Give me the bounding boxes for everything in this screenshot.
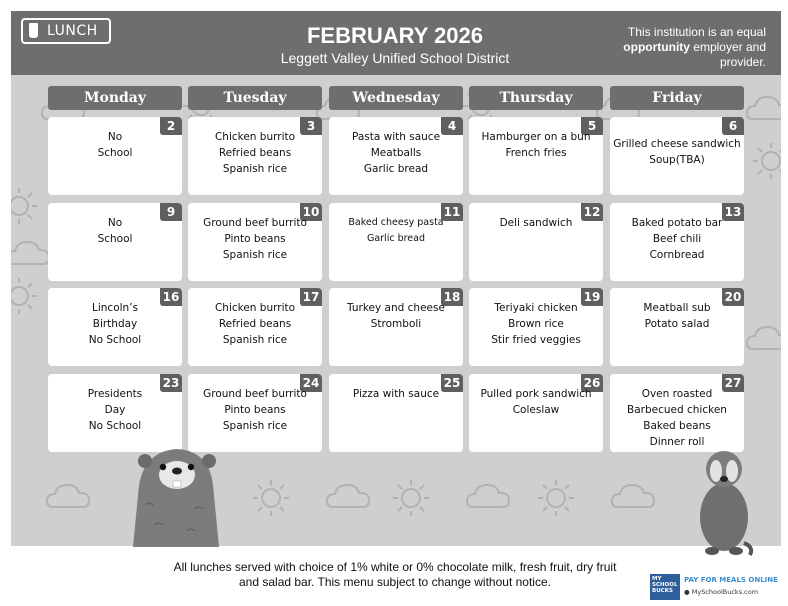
menu-item: Day [104, 404, 126, 416]
menu-item: No [107, 217, 123, 229]
myschoolbucks-url[interactable]: ● MySchoolBucks.com [684, 588, 759, 596]
page-title: FEBRUARY 2026 [306, 23, 484, 48]
day-cell-monday [48, 117, 182, 195]
day-header-wednesday: Wednesday [329, 86, 463, 110]
menu-item: Coleslaw [512, 404, 560, 416]
menu-items [329, 300, 463, 332]
menu-item: Refried beans [218, 147, 292, 159]
day-cell-monday [48, 203, 182, 281]
menu-items [188, 129, 322, 177]
menu-item: Pulled pork sandwich [480, 388, 592, 400]
date-number: 13 [722, 203, 744, 221]
menu-item: Grilled cheese sandwich [613, 138, 741, 150]
menu-item: Turkey and cheese [347, 302, 445, 314]
menu-item: Presidents [87, 388, 143, 400]
menu-item: Chicken burrito [214, 131, 296, 143]
day-cell-friday [610, 288, 744, 366]
menu-items [469, 215, 603, 231]
menu-items [188, 215, 322, 263]
day-cell-thursday [469, 374, 603, 452]
menu-item: Beef chili [652, 233, 702, 245]
date-number: 5 [581, 117, 603, 135]
menu-item: Pizza with sauce [352, 388, 440, 400]
footnote-line-2: and salad bar. This menu subject to change without notice. [239, 575, 551, 589]
menu-item: Soup(TBA) [649, 154, 705, 166]
url-text: MySchoolBucks.com [691, 588, 759, 596]
cloud-icon [747, 97, 781, 119]
menu-items [48, 129, 182, 161]
date-number: 11 [441, 203, 463, 221]
menu-item: Refried beans [218, 318, 292, 330]
menu-items [610, 300, 744, 332]
date-number: 17 [300, 288, 322, 306]
menu-item: Stir fried veggies [491, 334, 581, 346]
day-cell-tuesday [188, 374, 322, 452]
menu-item: Meatball sub [643, 302, 711, 314]
menu-item: Lincoln’s [92, 302, 138, 314]
day-header-friday: Friday [610, 86, 744, 110]
menu-item: Spanish rice [222, 334, 288, 346]
sun-icon [11, 278, 37, 314]
groundhog-illustration-left [125, 445, 225, 547]
day-cell-thursday [469, 203, 603, 281]
sun-icon [11, 188, 37, 224]
logo-line-3: BUCKS [652, 588, 673, 594]
menu-item: Baked cheesy pasta [348, 217, 444, 228]
menu-items [329, 129, 463, 177]
eeo-statement [600, 25, 766, 70]
day-header-tuesday: Tuesday [188, 86, 322, 110]
milk-glass-icon [29, 23, 38, 38]
eeo-bold: opportunity [623, 40, 690, 54]
menu-item: Pinto beans [224, 233, 286, 245]
menu-items [48, 300, 182, 348]
menu-item: No School [88, 334, 142, 346]
eeo-line-3: provider. [719, 55, 766, 69]
day-cell-friday [610, 203, 744, 281]
menu-items [469, 386, 603, 418]
sun-icon [753, 143, 781, 179]
lunch-badge [21, 18, 111, 44]
menu-item: Hamburger on a bun [481, 131, 591, 143]
day-cell-wednesday [329, 374, 463, 452]
menu-footnote [150, 560, 640, 590]
cloud-icon [747, 327, 781, 349]
menu-item: Oven roasted [641, 388, 713, 400]
menu-item: Pasta with sauce [351, 131, 441, 143]
menu-item: No [107, 131, 123, 143]
menu-item: School [97, 147, 133, 159]
day-cell-thursday [469, 288, 603, 366]
menu-item: Pinto beans [224, 404, 286, 416]
day-cell-wednesday [329, 203, 463, 281]
date-number: 23 [160, 374, 182, 392]
cloud-icon [327, 485, 369, 507]
day-cell-monday [48, 374, 182, 452]
menu-items [610, 386, 744, 450]
menu-item: School [97, 233, 133, 245]
menu-item: No School [88, 420, 142, 432]
menu-item: Potato salad [644, 318, 710, 330]
menu-items [469, 300, 603, 348]
cloud-icon [11, 242, 49, 264]
menu-item: Dinner roll [649, 436, 705, 448]
menu-item: Baked beans [643, 420, 711, 432]
date-number: 26 [581, 374, 603, 392]
menu-item: Barbecued chicken [627, 404, 727, 416]
day-cell-friday [610, 374, 744, 452]
date-number: 2 [160, 117, 182, 135]
date-number: 25 [441, 374, 463, 392]
logo-line-2: SCHOOL [652, 582, 678, 588]
menu-items [610, 215, 744, 263]
menu-item: Brown rice [508, 318, 564, 330]
sun-icon [253, 480, 289, 516]
pay-online-label: PAY FOR MEALS ONLINE [684, 576, 778, 584]
menu-item: Spanish rice [222, 420, 288, 432]
menu-item: Stromboli [370, 318, 422, 330]
date-number: 12 [581, 203, 603, 221]
menu-item: Ground beef burrito [203, 217, 307, 229]
menu-items [48, 386, 182, 434]
menu-items [48, 215, 182, 247]
footnote-line-1: All lunches served with choice of 1% white or 0% chocolate milk, fresh fruit, dry fruit [173, 560, 617, 574]
cloud-icon [612, 485, 654, 507]
date-number: 24 [300, 374, 322, 392]
menu-item: Birthday [92, 318, 138, 330]
day-cell-monday [48, 288, 182, 366]
menu-item: Chicken burrito [214, 302, 296, 314]
day-cell-wednesday [329, 288, 463, 366]
cloud-icon [47, 485, 89, 507]
day-cell-tuesday [188, 288, 322, 366]
menu-item: Meatballs [370, 147, 422, 159]
date-number: 10 [300, 203, 322, 221]
menu-items [188, 300, 322, 348]
day-header-thursday: Thursday [469, 86, 603, 110]
menu-items [329, 386, 463, 402]
menu-items [188, 386, 322, 434]
day-cell-tuesday [188, 117, 322, 195]
eeo-line-1: This institution is an equal [627, 25, 766, 39]
day-cell-wednesday [329, 117, 463, 195]
date-number: 20 [722, 288, 744, 306]
menu-item: Spanish rice [222, 249, 288, 261]
day-cell-friday [610, 117, 744, 195]
date-number: 16 [160, 288, 182, 306]
menu-item: Garlic bread [366, 233, 426, 244]
menu-item: Baked potato bar [631, 217, 723, 229]
menu-item: Cornbread [649, 249, 705, 261]
groundhog-illustration-right [694, 447, 754, 559]
menu-items [469, 129, 603, 161]
date-number: 3 [300, 117, 322, 135]
logo-line-1: MY [652, 576, 662, 582]
menu-items [610, 136, 744, 168]
menu-item: Garlic bread [363, 163, 429, 175]
eeo-line-2: employer and [689, 40, 766, 54]
myschoolbucks-promo[interactable] [650, 574, 785, 600]
date-number: 6 [722, 117, 744, 135]
day-cell-thursday [469, 117, 603, 195]
day-header-monday: Monday [48, 86, 182, 110]
menu-item: Teriyaki chicken [494, 302, 578, 314]
date-number: 9 [160, 203, 182, 221]
menu-item: French fries [505, 147, 567, 159]
date-number: 27 [722, 374, 744, 392]
menu-items [329, 215, 463, 247]
date-number: 19 [581, 288, 603, 306]
sun-icon [393, 480, 429, 516]
date-number: 18 [441, 288, 463, 306]
menu-item: Deli sandwich [499, 217, 573, 229]
date-number: 4 [441, 117, 463, 135]
menu-item: Spanish rice [222, 163, 288, 175]
myschoolbucks-logo [650, 574, 680, 600]
sun-icon [538, 480, 574, 516]
cloud-icon [467, 485, 509, 507]
lunch-badge-label: LUNCH [47, 23, 98, 39]
menu-item: Ground beef burrito [203, 388, 307, 400]
day-cell-tuesday [188, 203, 322, 281]
district-name: Leggett Valley Unified School District [280, 50, 510, 66]
